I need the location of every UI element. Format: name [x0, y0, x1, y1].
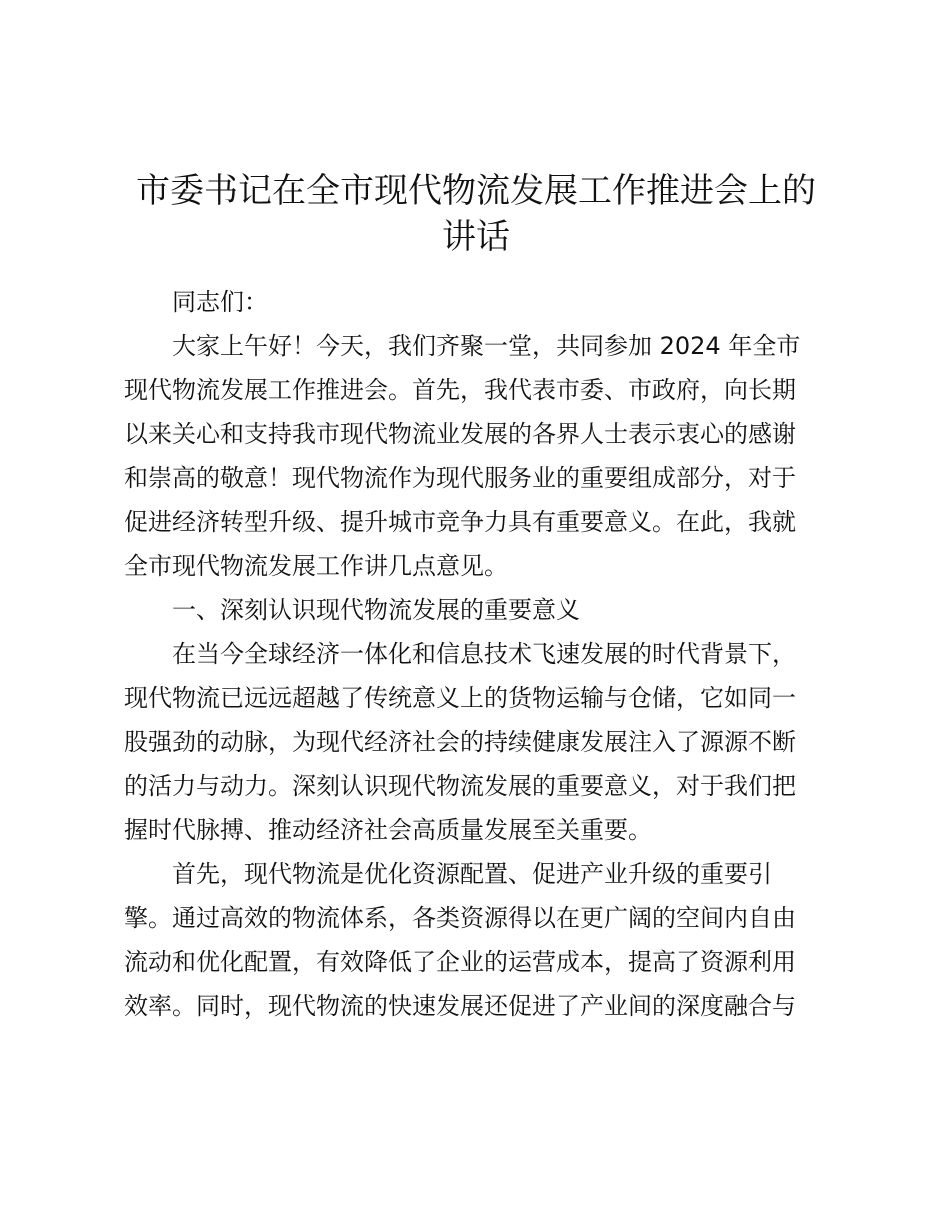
- paragraph-line: 流动和优化配置，有效降低了企业的运营成本，提高了资源利用: [124, 948, 796, 976]
- salutation: [124, 280, 824, 324]
- paragraph-line: 的活力与动力。深刻认识现代物流发展的重要意义，对于我们把: [124, 772, 796, 800]
- document-title: [120, 168, 832, 260]
- paragraph-line: 全市现代物流发展工作讲几点意见。: [124, 552, 508, 580]
- paragraph-line: 在当今全球经济一体化和信息技术飞速发展的时代背景下，: [172, 640, 796, 668]
- section-heading-line: 一、深刻认识现代物流发展的重要意义: [172, 596, 580, 624]
- paragraph-line: 握时代脉搏、推动经济社会高质量发展至关重要。: [124, 816, 652, 844]
- title-line: 市委书记在全市现代物流发展工作推进会上的: [136, 171, 816, 211]
- paragraph-line: 和崇高的敬意！现代物流作为现代服务业的重要组成部分，对于: [124, 464, 796, 492]
- paragraph-significance: [124, 632, 824, 852]
- paragraph-line: 促进经济转型升级、提升城市竞争力具有重要意义。在此，我就: [124, 508, 796, 536]
- paragraph-opening: [124, 324, 824, 588]
- paragraph-line: 股强劲的动脉，为现代经济社会的持续健康发展注入了源源不断: [124, 728, 796, 756]
- paragraph-line: 现代物流已远远超越了传统意义上的货物运输与仓储，它如同一: [124, 684, 796, 712]
- salutation-line: 同志们：: [172, 288, 268, 316]
- paragraph-line: 效率。同时，现代物流的快速发展还促进了产业间的深度融合与: [124, 992, 796, 1020]
- paragraph-line: 大家上午好！今天，我们齐聚一堂，共同参加 2024 年全市: [172, 332, 801, 360]
- paragraph-first-point: [124, 852, 824, 1028]
- paragraph-line: 擎。通过高效的物流体系，各类资源得以在更广阔的空间内自由: [124, 904, 796, 932]
- speech-body: [124, 280, 824, 1028]
- paragraph-line: 以来关心和支持我市现代物流业发展的各界人士表示衷心的感谢: [124, 420, 796, 448]
- paragraph-line: 现代物流发展工作推进会。首先，我代表市委、市政府，向长期: [124, 376, 796, 404]
- title-line: 讲话: [442, 217, 510, 257]
- paragraph-line: 首先，现代物流是优化资源配置、促进产业升级的重要引: [172, 860, 772, 888]
- section-heading: [124, 588, 824, 632]
